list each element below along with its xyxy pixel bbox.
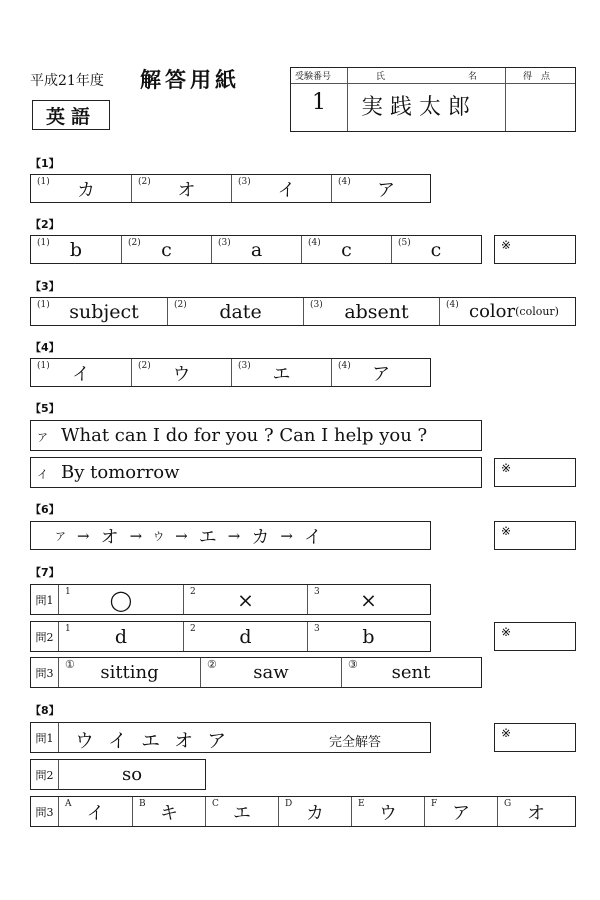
answer-cell <box>200 658 341 687</box>
answer-cell <box>59 797 132 826</box>
answer-cell <box>231 175 331 202</box>
answer-note: 完全解答 <box>329 735 382 750</box>
item-number: 3 <box>314 624 320 634</box>
answer-text: カ <box>306 802 324 824</box>
answer-cell <box>59 585 183 614</box>
answer-text: ア <box>372 363 390 385</box>
answer-cell <box>278 797 351 826</box>
answer-text: sitting <box>100 662 159 683</box>
answer-cell <box>31 175 131 202</box>
item-number: (2) <box>128 238 141 248</box>
question-label: 問2 <box>31 760 59 789</box>
item-number: (1) <box>37 361 50 371</box>
answer-alt-note: (colour) <box>515 305 559 318</box>
score-mark: ※ <box>501 524 512 538</box>
score-box-8 <box>494 723 576 752</box>
item-number: (1) <box>37 238 50 248</box>
answer-text: a <box>250 238 263 261</box>
section-4-answers <box>30 358 431 387</box>
answer-cell <box>121 236 211 263</box>
answer-text: ア <box>377 179 395 201</box>
item-number: (4) <box>446 300 459 310</box>
section-3-answers <box>30 297 576 326</box>
item-number: (3) <box>310 300 323 310</box>
era-year: 平成21年度 <box>30 73 104 89</box>
item-number: (2) <box>138 177 151 187</box>
item-number: 2 <box>190 587 196 597</box>
item-number: (2) <box>174 300 187 310</box>
sequence-item: ウ <box>153 529 165 543</box>
item-number: ③ <box>348 658 358 671</box>
score-mark: ※ <box>501 625 512 639</box>
sequence-item: エ <box>198 526 217 548</box>
answer-text: イ <box>86 802 105 824</box>
answer-cell <box>31 359 131 386</box>
answer-cell <box>439 298 574 325</box>
part-label: イ <box>37 468 48 481</box>
answer-cell <box>424 797 497 826</box>
item-number: 1 <box>65 624 71 634</box>
item-number: (3) <box>238 361 251 371</box>
answer-text: What can I do for you ? Can I help you ? <box>61 425 428 446</box>
answer-cell <box>31 298 167 325</box>
item-number: (3) <box>218 238 231 248</box>
sequence-item: カ <box>251 526 270 548</box>
arrow: → <box>227 526 241 545</box>
item-number: (5) <box>398 238 411 248</box>
item-number: (1) <box>37 177 50 187</box>
answer-cell <box>497 797 574 826</box>
item-number: ① <box>65 658 75 671</box>
section-1-answers <box>30 174 431 203</box>
sequence-item: イ <box>303 526 322 548</box>
section-7-title: 【7】 <box>30 566 60 579</box>
answer-text: color <box>469 301 516 322</box>
question-label: 問1 <box>31 723 59 752</box>
section-6-answer <box>30 521 431 550</box>
answer-cell <box>131 175 231 202</box>
item-number: 3 <box>314 587 320 597</box>
answer-text: ウ <box>379 802 397 824</box>
answer-text: オ <box>527 802 545 824</box>
item-number: (2) <box>138 361 151 371</box>
item-number: (4) <box>338 177 351 187</box>
section-8-question-3 <box>30 796 576 827</box>
item-number: 1 <box>65 587 71 597</box>
score-header: 得 点 <box>523 72 551 82</box>
answer-text: エ <box>272 363 291 385</box>
item-number: (3) <box>238 177 251 187</box>
section-3-title: 【3】 <box>30 280 60 293</box>
section-5-answer-b <box>30 457 482 488</box>
answer-text: イ <box>72 363 90 385</box>
answer-text: so <box>121 764 143 785</box>
answer-cell <box>205 797 278 826</box>
answer-cell <box>31 236 121 263</box>
item-number: D <box>285 799 293 809</box>
answer-text: b <box>69 238 83 261</box>
answer-text: オ <box>177 179 196 201</box>
answer-cell <box>391 236 480 263</box>
exam-info-table <box>290 67 576 132</box>
answer-text: エ <box>233 802 251 824</box>
answer-text: By tomorrow <box>61 462 180 483</box>
answer-text: c <box>430 238 442 261</box>
arrow: → <box>175 526 188 545</box>
answer-cell <box>183 622 307 651</box>
answer-cell <box>331 175 430 202</box>
answer-cell <box>131 359 231 386</box>
score-box-2 <box>494 235 576 264</box>
item-number: 2 <box>190 624 196 634</box>
sequence-item: オ <box>100 526 119 548</box>
answer-cell <box>211 236 301 263</box>
item-number: ② <box>207 658 217 671</box>
name-header-mei: 名 <box>468 72 478 82</box>
answer-text: ウ <box>172 363 191 385</box>
answer-cell <box>231 359 331 386</box>
answer-text: d <box>114 625 128 648</box>
answer-text: c <box>341 238 352 261</box>
answer-text: d <box>239 625 252 648</box>
question-label: 問3 <box>31 658 59 687</box>
item-number: C <box>212 799 219 809</box>
section-7-question-2 <box>30 621 431 652</box>
student-name: 実践太郎 <box>361 95 478 120</box>
answer-cell <box>132 797 205 826</box>
answer-cell <box>341 658 480 687</box>
answer-text: subject <box>69 300 139 323</box>
answer-text: イ <box>277 179 296 201</box>
item-number: (4) <box>308 238 321 248</box>
score-box-6 <box>494 521 576 550</box>
answer-text: キ <box>160 802 178 824</box>
sheet-title: 解答用紙 <box>140 67 240 92</box>
item-number: B <box>139 799 146 809</box>
answer-text: ウ イ エ オ ア <box>75 730 231 752</box>
answer-text: absent <box>344 300 409 323</box>
question-label: 問3 <box>31 797 59 826</box>
score-box-5 <box>494 458 576 487</box>
section-8-question-2 <box>30 759 206 790</box>
answer-text: × <box>237 587 254 612</box>
answer-cell <box>183 585 307 614</box>
answer-text: カ <box>77 179 95 201</box>
arrow: → <box>77 526 90 545</box>
arrow: → <box>280 526 293 545</box>
item-number: G <box>504 799 512 809</box>
answer-cell <box>59 658 200 687</box>
item-number: A <box>65 799 72 809</box>
exam-number: 1 <box>312 90 326 115</box>
score-mark: ※ <box>501 238 512 252</box>
answer-cell <box>303 298 439 325</box>
answer-text: sent <box>391 662 431 683</box>
section-7-question-3 <box>30 657 482 688</box>
section-2-answers <box>30 235 482 264</box>
score-mark: ※ <box>501 726 512 740</box>
answer-text: ア <box>452 802 470 824</box>
arrow: → <box>129 526 143 545</box>
item-number: (1) <box>37 300 50 310</box>
subject-label: 英語 <box>45 105 96 128</box>
sequence-item: ア <box>55 529 66 543</box>
exam-no-header: 受験番号 <box>295 72 332 82</box>
section-8-title: 【8】 <box>30 704 60 717</box>
answer-cell <box>307 585 429 614</box>
section-4-title: 【4】 <box>30 341 60 354</box>
section-5-answer-a <box>30 420 482 451</box>
item-number: E <box>358 799 365 809</box>
question-label: 問2 <box>31 622 59 651</box>
item-number: (4) <box>338 361 351 371</box>
answer-text: ◯ <box>109 587 133 612</box>
answer-text: saw <box>253 662 289 683</box>
answer-text: × <box>360 587 377 612</box>
answer-cell <box>351 797 424 826</box>
question-label: 問1 <box>31 585 59 614</box>
answer-text: date <box>219 300 262 323</box>
name-header-shi: 氏 <box>376 72 386 82</box>
answer-cell <box>331 359 430 386</box>
subject-box <box>32 100 110 130</box>
part-label: ア <box>37 431 48 444</box>
answer-text: c <box>161 238 172 261</box>
answer-cell <box>59 622 183 651</box>
section-8-question-1 <box>30 722 431 753</box>
item-number: F <box>431 799 438 809</box>
answer-cell <box>167 298 303 325</box>
answer-text: b <box>362 625 375 648</box>
section-1-title: 【1】 <box>30 157 60 170</box>
score-box-7 <box>494 622 576 651</box>
section-5-title: 【5】 <box>30 402 60 415</box>
section-6-title: 【6】 <box>30 503 60 516</box>
answer-cell <box>301 236 391 263</box>
answer-cell <box>307 622 429 651</box>
section-2-title: 【2】 <box>30 218 60 231</box>
section-7-question-1 <box>30 584 431 615</box>
score-mark: ※ <box>501 461 512 475</box>
